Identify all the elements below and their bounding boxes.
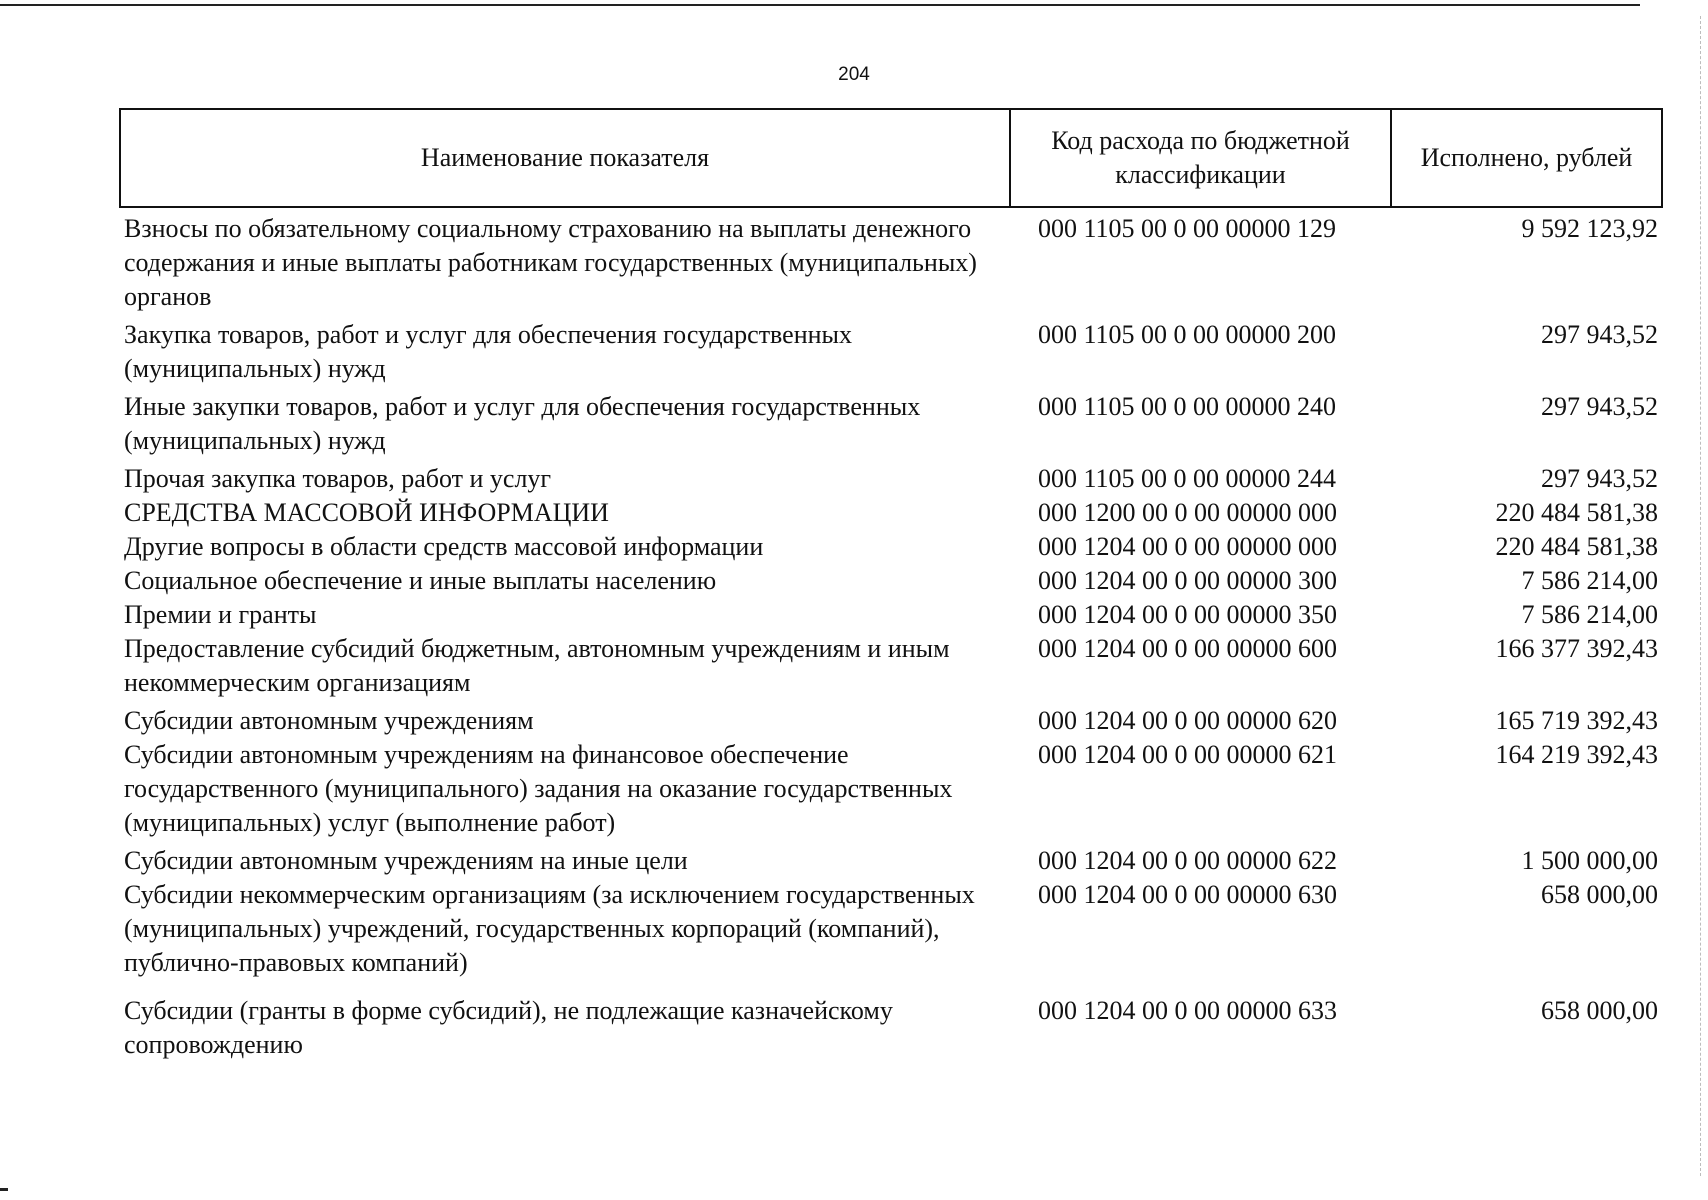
row-code: 000 1204 00 0 00 00000 633 (1038, 996, 1337, 1025)
scan-mark (0, 1188, 8, 1191)
row-sum: 220 484 581,38 (1495, 498, 1658, 527)
row-code: 000 1204 00 0 00 00000 300 (1038, 566, 1337, 595)
row-name: Субсидии автономным учреждениям (124, 706, 534, 735)
row-sum: 220 484 581,38 (1495, 532, 1658, 561)
row-name: Закупка товаров, работ и услуг для обеспечения государственных (муниципальных) нужд (124, 320, 853, 383)
row-sum: 658 000,00 (1541, 996, 1658, 1025)
row-code: 000 1105 00 0 00 00000 200 (1038, 320, 1337, 349)
table-row (120, 738, 1662, 844)
table-row (120, 632, 1662, 704)
table-row (120, 207, 1662, 318)
row-name: Субсидии (гранты в форме субсидий), не подлежащие казначейскому сопровождению (124, 996, 893, 1059)
table-row (120, 318, 1662, 390)
row-code: 000 1204 00 0 00 00000 350 (1038, 600, 1337, 629)
row-code: 000 1204 00 0 00 00000 622 (1038, 846, 1337, 875)
row-name: СРЕДСТВА МАССОВОЙ ИНФОРМАЦИИ (124, 498, 609, 527)
row-name: Социальное обеспечение и иные выплаты населению (124, 566, 717, 595)
header-name: Наименование показателя (120, 109, 1010, 207)
row-name: Иные закупки товаров, работ и услуг для обеспечения государственных (муниципальных) нужд (124, 392, 921, 455)
budget-execution-table (119, 108, 1663, 1062)
row-name: Субсидии автономным учреждениям на иные цели (124, 846, 688, 875)
table-row (120, 598, 1662, 632)
top-rule (0, 4, 1640, 6)
table-row (120, 878, 1662, 994)
row-sum: 9 592 123,92 (1521, 214, 1658, 243)
row-name: Премии и гранты (124, 600, 317, 629)
row-code: 000 1204 00 0 00 00000 600 (1038, 634, 1337, 663)
table-header (120, 109, 1662, 207)
right-margin-rule (1700, 16, 1701, 1176)
row-sum: 297 943,52 (1541, 320, 1658, 349)
table-row (120, 462, 1662, 496)
row-code: 000 1105 00 0 00 00000 240 (1038, 392, 1337, 421)
row-sum: 164 219 392,43 (1495, 740, 1658, 769)
row-sum: 7 586 214,00 (1521, 600, 1658, 629)
header-sum: Исполнено, рублей (1391, 109, 1662, 207)
row-code: 000 1204 00 0 00 00000 620 (1038, 706, 1337, 735)
table-row (120, 564, 1662, 598)
header-code: Код расхода по бюджетной классификации (1010, 109, 1391, 207)
table-row (120, 390, 1662, 462)
row-name: Другие вопросы в области средств массовой информации (124, 532, 764, 561)
row-sum: 165 719 392,43 (1495, 706, 1658, 735)
table-body (120, 207, 1662, 1062)
table-row (120, 704, 1662, 738)
row-sum: 7 586 214,00 (1521, 566, 1658, 595)
table-row (120, 844, 1662, 878)
row-code: 000 1204 00 0 00 00000 630 (1038, 880, 1337, 909)
row-name: Предоставление субсидий бюджетным, автономным учреждениям и иным некоммерческим организациям (124, 634, 950, 697)
row-name: Прочая закупка товаров, работ и услуг (124, 464, 552, 493)
row-code: 000 1105 00 0 00 00000 244 (1038, 464, 1337, 493)
header-row (120, 109, 1662, 207)
table-row (120, 530, 1662, 564)
row-code: 000 1204 00 0 00 00000 621 (1038, 740, 1337, 769)
row-sum: 166 377 392,43 (1495, 634, 1658, 663)
row-sum: 297 943,52 (1541, 464, 1658, 493)
row-sum: 297 943,52 (1541, 392, 1658, 421)
row-sum: 658 000,00 (1541, 880, 1658, 909)
row-name: Субсидии некоммерческим организациям (за исключением государственных (муниципальных) учреждений, государственных корпораций (компаний), публично-правовых компаний) (124, 880, 975, 977)
row-name: Субсидии автономным учреждениям на финансовое обеспечение государственного (муниципального) задания на оказание государственных (муниципальных) услуг (выполнение работ) (124, 740, 953, 837)
table-row (120, 496, 1662, 530)
row-code: 000 1200 00 0 00 00000 000 (1038, 498, 1337, 527)
row-code: 000 1105 00 0 00 00000 129 (1038, 214, 1337, 243)
row-name: Взносы по обязательному социальному страхованию на выплаты денежного содержания и иные выплаты работникам государственных (муниципальных) органов (124, 214, 977, 311)
row-code: 000 1204 00 0 00 00000 000 (1038, 532, 1337, 561)
row-sum: 1 500 000,00 (1521, 846, 1658, 875)
page-number: 204 (838, 64, 870, 85)
table-row (120, 994, 1662, 1062)
